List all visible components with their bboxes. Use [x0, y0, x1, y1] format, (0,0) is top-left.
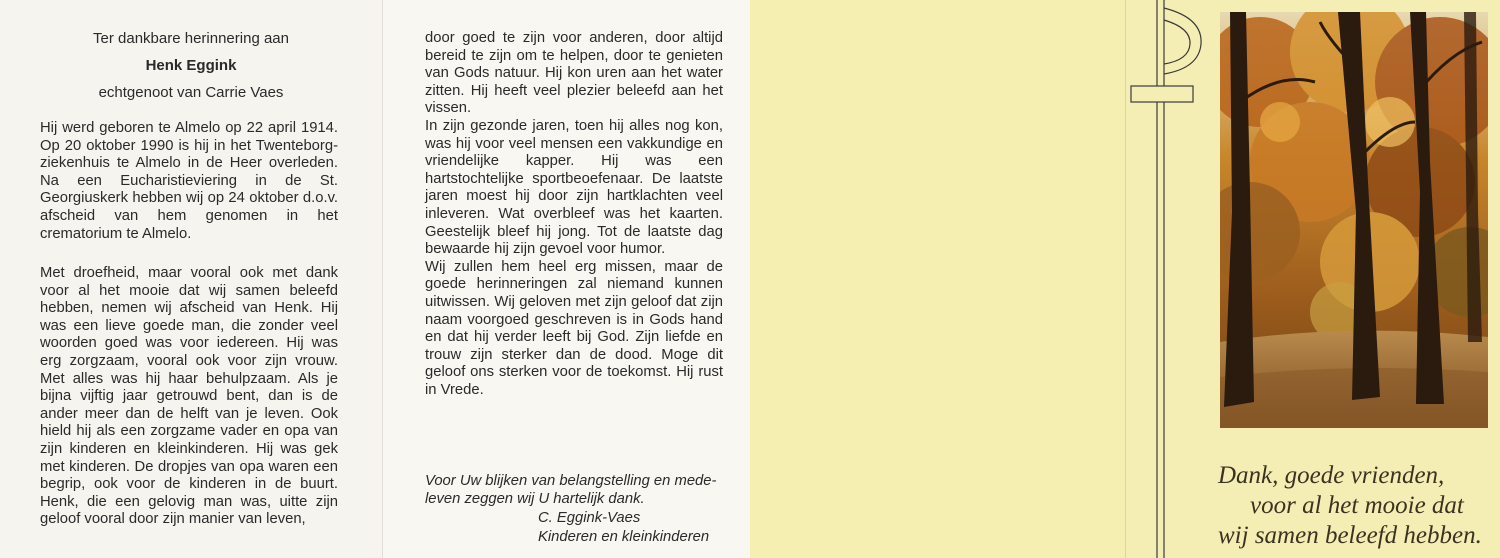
- thanks-line-2: leven zeggen wij U hartelijk dank.: [425, 491, 645, 507]
- middle-page: [382, 0, 750, 558]
- nature-paragraph: door goed te zijn voor anderen, door altijd bereid te zijn om te helpen, door te genieten van Gods natuur. Hij kon uren aan het water zitten. Hij heeft veel plezier beleefd aan het vissen.: [425, 30, 723, 117]
- inner-cover-panel: [750, 0, 1125, 558]
- cover-caption-line-2: voor al het mooie dat: [1250, 492, 1464, 519]
- bio-paragraph: Hij werd geboren te Almelo op 22 april 1914. Op 20 oktober 1990 is hij in het Twenteborg-ziekenhuis te Almelo in de Heer overleden. Na een Eucharistieviering in de St. Georgiuskerk hebben wij op 24 oktober d.o.v. afscheid van hem genomen in het crematorium te Almelo.: [40, 120, 338, 242]
- spouse-line: echtgenoot van Carrie Vaes: [98, 84, 284, 101]
- deceased-name: Henk Eggink: [145, 57, 237, 74]
- memorial-text: [425, 30, 723, 399]
- tribute-paragraph: Met droefheid, maar vooral ook met dank voor al het mooie dat wij samen beleefd hebben, nemen wij afscheid van Henk. Hij was een lieve goede man, die zonder veel woorden goed was voor iedereen. Hij was erg zorgzaam, vooral ook voor zijn vrouw. Met alles was hij haar behulpzaam. Als je bijna vijftig jaar getrouwd bent, dan is de ander meer dan de helft van je leven. Ook hield hij als een zorgzame vader en opa van zijn kinderen en kleinkinderen. Hij was gek met kinderen. De dropjes van opa waren een begrip, ook voor de kinderen in de buurt. Henk, die een gelovig man was, uitte zijn geloof vooral door zijn manier van leven,: [40, 265, 338, 528]
- career-paragraph: In zijn gezonde jaren, toen hij alles nog kon, was hij voor veel mensen een vakkundige en vriendelijke kapper. Hij was een hartstochtelijke sportbeoefenaar. De laatste jaren moest hij door zijn hartklachten veel inleveren. Wat overbleef was het kaarten. Geestelijk bleef hij jong. Tot de laatste dag bewaarde hij zijn gevoel voor humor.: [425, 117, 723, 258]
- thanks-line-1: Voor Uw blijken van belangstelling en mede-: [425, 473, 717, 489]
- signer-spouse: C. Eggink-Vaes: [538, 510, 641, 526]
- dedication-line: Ter dankbare herinnering aan: [93, 30, 289, 47]
- faith-paragraph: Wij zullen hem heel erg missen, maar de goede herinneringen zal niemand kunnen uitwissen. Wij geloven met zijn geloof dat zijn naam voorgoed geschreven is in Gods hand en dat hij verder leeft bij God. Zijn liefde en trouw zijn sterker dan de dood. Moge dit geloof ons sterken voor de toekomst. Hij rust in Vrede.: [425, 258, 723, 398]
- cover-caption-line-3: wij samen beleefd hebben.: [1218, 522, 1482, 549]
- left-page: [0, 0, 382, 558]
- chi-rho-icon: [1125, 0, 1215, 558]
- cover-caption-line-1: Dank, goede vrienden,: [1218, 462, 1445, 489]
- signer-family: Kinderen en kleinkinderen: [538, 529, 710, 545]
- autumn-forest-photo: [1220, 12, 1488, 428]
